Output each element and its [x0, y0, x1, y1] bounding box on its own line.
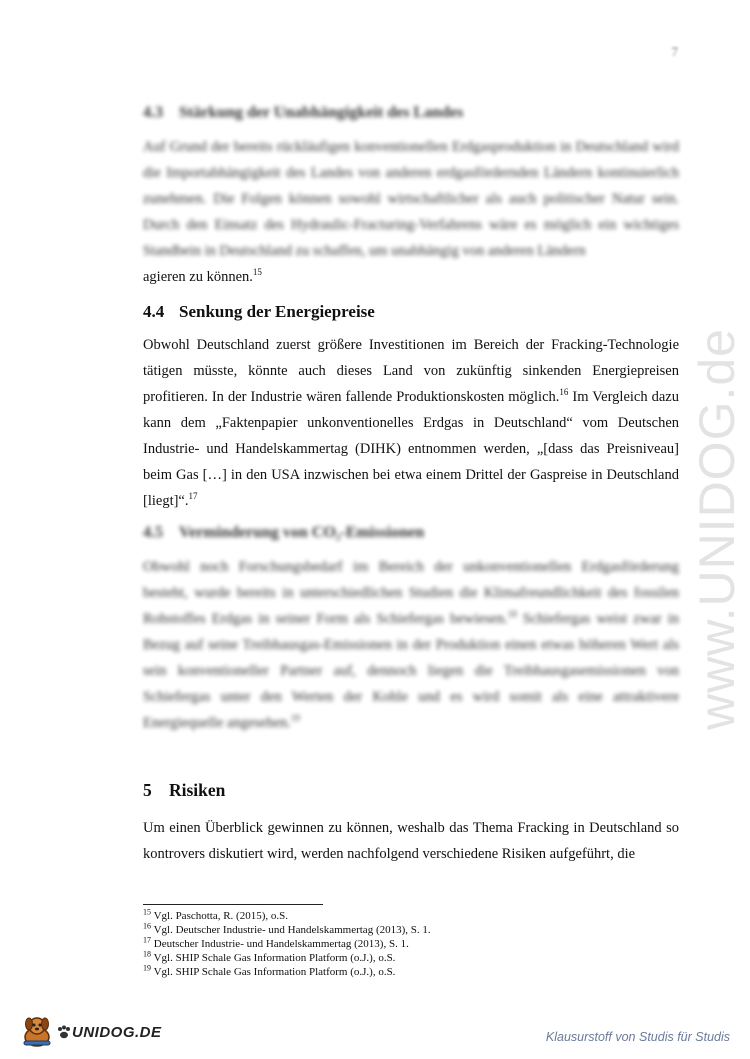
text-span: agieren zu können.: [143, 269, 253, 285]
footnote-number: 17: [143, 935, 151, 945]
footnote-text: Vgl. Paschotta, R. (2015), o.S.: [153, 910, 289, 922]
heading-title: Verminderung von CO₂-Emissionen: [179, 524, 425, 541]
text-span: Im Vergleich dazu kann dem „Faktenpapier unkonventionelles Erdgas in Deutschland“ vom Deutschen Industrie- und Handelskammertag (DIHK) entnommen werden, „[dass das Preisniveau] beim Gas […] in den USA inzwischen bei etwa einem Drittel der Gaspreise in Deutschland [liegt]“.: [143, 389, 679, 509]
footnote: [143, 937, 679, 951]
heading-4-4: [143, 302, 679, 322]
footnote-number: 15: [143, 907, 151, 917]
logo-text: UNIDOG.DE: [72, 1023, 162, 1041]
footnote-text: Vgl. SHIP Schale Gas Information Platform (o.J.), o.S.: [153, 966, 396, 978]
footnote: [143, 923, 679, 937]
heading-number: 5: [143, 780, 152, 800]
paragraph-4-5: [143, 554, 679, 736]
paw-icon: [56, 1025, 72, 1039]
footnote-ref: 19: [290, 713, 300, 724]
unidog-logo[interactable]: [20, 1015, 162, 1049]
footnotes: [143, 904, 679, 979]
heading-title: Stärkung der Unabhängigkeit des Landes: [179, 104, 464, 121]
footnote-divider: [143, 904, 323, 905]
footnote: [143, 965, 679, 979]
footnote-number: 19: [143, 963, 151, 973]
heading-4-3: [143, 104, 679, 122]
footnote-number: 16: [143, 921, 151, 931]
paragraph-5: Um einen Überblick gewinnen zu können, weshalb das Thema Fracking in Deutschland so kontrovers diskutiert wird, werden nachfolgend verschiedene Risiken aufgeführt, die: [143, 820, 679, 862]
footnote: [143, 909, 679, 923]
footnote-text: Deutscher Industrie- und Handelskammertag (2013), S. 1.: [153, 938, 409, 950]
footnote-ref: 16: [559, 387, 569, 398]
heading-title: Senkung der Energiepreise: [179, 302, 375, 321]
footnote: [143, 951, 679, 965]
heading-number: 4.4: [143, 302, 165, 321]
footnote-ref: 17: [188, 491, 198, 502]
paragraph-4-4: [143, 332, 679, 514]
paragraph-4-3-end: [143, 264, 679, 290]
heading-number: 4.3: [143, 104, 163, 121]
heading-title: Risiken: [169, 780, 226, 800]
page-number: 7: [671, 44, 678, 59]
document-body: [143, 104, 679, 867]
slogan-text: Klausurstoff von Studis für Studis: [545, 1030, 730, 1044]
heading-5: [143, 780, 679, 801]
dog-icon: [20, 1015, 56, 1049]
footnote-ref: 15: [252, 267, 262, 278]
watermark-text: www.UNIDOG.de: [689, 328, 745, 730]
footnote-text: Vgl. Deutscher Industrie- und Handelskammertag (2013), S. 1.: [153, 924, 431, 936]
heading-4-5: [143, 524, 679, 542]
footnote-ref: 18: [507, 609, 517, 620]
text-span: Obwohl Deutschland zuerst größere Investitionen im Bereich der Fracking-Technologie tätigen müsste, könnte auch dieses Land von zukünftig sinkenden Energiepreisen profitieren. In der Industrie wären fallende Produktionskosten möglich.: [143, 337, 679, 405]
text-span: Schiefergas weist zwar in Bezug auf seine Treibhausgas-Emissionen in der Produktion einen etwas höheren Wert als sein konventioneller Partner auf, dennoch liegen die Treibhausgasemissionen von Schiefergas unter den Werten der Kohle und es wird somit als eine attraktivere Energiequelle angesehen.: [143, 611, 679, 731]
heading-number: 4.5: [143, 524, 163, 541]
footnote-number: 18: [143, 949, 151, 959]
text-span: Obwohl noch Forschungsbedarf im Bereich der unkonventionellen Erdgasförderung besteht, wurde bereits in unterschiedlichen Studien die Klimafreundlichkeit des fossilen Rohstoffes Erdgas in seiner Form als Schiefergas bewiesen.: [143, 559, 679, 627]
footnote-text: Vgl. SHIP Schale Gas Information Platform (o.J.), o.S.: [153, 952, 396, 964]
paragraph-4-3: Auf Grund der bereits rückläufigen konventionellen Erdgasproduktion in Deutschland wird die Importabhängigkeit des Landes von anderen erdgasfördernden Ländern kontinuierlich zunehmen. Die Folgen können sowohl wirtschaftlicher als auch politischer Natur sein. Durch den Einsatz des Hydraulic-Fracturing-Verfahrens wäre es möglich ein wichtiges Standbein in Deutschland zu schaffen, um unabhängig von anderen Ländern: [143, 139, 679, 259]
